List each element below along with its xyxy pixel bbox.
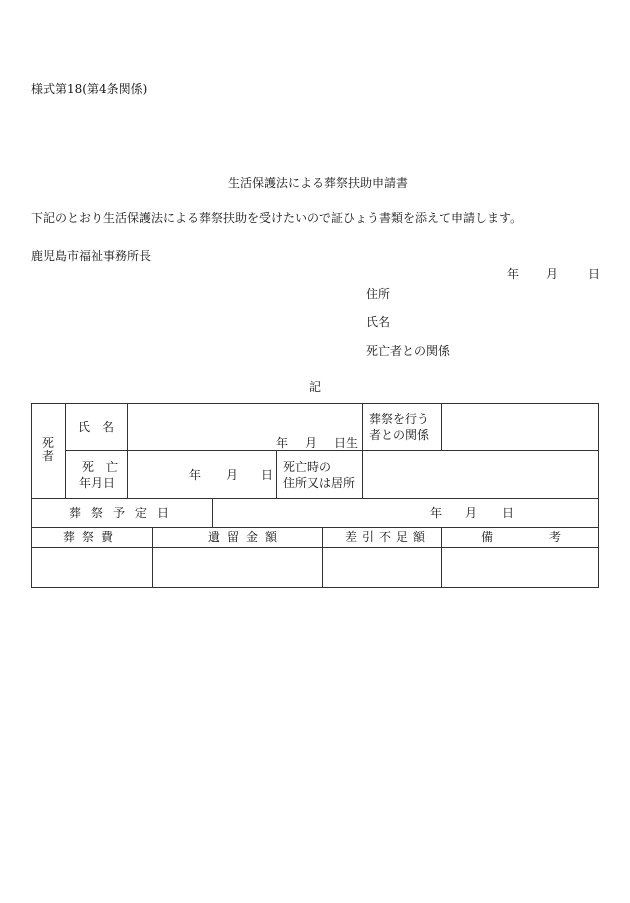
table-line: [441, 404, 442, 450]
table-line: [362, 404, 363, 450]
table-line: [65, 450, 599, 451]
date-day-label: 日: [588, 267, 601, 281]
applicant-address-label: 住所: [366, 287, 391, 301]
column-header-remaining-money: 遺留金額: [208, 530, 285, 544]
birth-month-label: 月: [305, 436, 318, 450]
column-header-shortfall: 差引不足額: [345, 530, 431, 544]
shortfall-field[interactable]: [323, 548, 440, 587]
deceased-label: 死者: [41, 436, 54, 463]
death-day-label: 日: [261, 468, 274, 482]
table-line: [276, 450, 277, 498]
column-header-remarks: 備 考: [481, 530, 584, 544]
form-number: 様式第18(第4条関係): [31, 82, 148, 96]
scheduled-month-label: 月: [465, 506, 478, 520]
death-date-label-1: 死 亡: [82, 460, 119, 474]
page-title: 生活保護法による葬祭扶助申請書: [228, 176, 409, 190]
funeral-person-label-2: 者との関係: [369, 428, 430, 442]
column-header-funeral-cost: 葬祭費: [63, 530, 121, 544]
addressee: 鹿児島市福祉事務所長: [31, 249, 152, 263]
intro-text: 下記のとおり生活保護法による葬祭扶助を受けたいので証ひょう書類を添えて申請します。: [31, 211, 523, 225]
name-label: 氏 名: [78, 420, 115, 434]
form-table: [31, 403, 599, 588]
table-line: [127, 404, 128, 498]
death-date-label-2: 年月日: [79, 476, 116, 490]
death-place-label-2: 住所又は居所: [283, 476, 356, 490]
table-line: [32, 527, 599, 528]
scheduled-year-label: 年: [430, 506, 443, 520]
table-line: [32, 498, 599, 499]
date-month-label: 月: [546, 267, 559, 281]
date-year-label: 年: [507, 267, 520, 281]
applicant-name-label: 氏名: [366, 315, 391, 329]
scheduled-day-label: 日: [502, 506, 515, 520]
birth-year-label: 年: [276, 436, 289, 450]
remaining-money-field[interactable]: [153, 548, 321, 587]
ki-label: 記: [309, 380, 322, 394]
funeral-cost-field[interactable]: [33, 548, 151, 587]
remarks-field[interactable]: [442, 548, 598, 587]
birth-day-label: 日生: [334, 436, 359, 450]
death-place-label-1: 死亡時の: [283, 460, 332, 474]
table-line: [65, 404, 66, 498]
applicant-relation-label: 死亡者との関係: [366, 344, 451, 358]
death-month-label: 月: [226, 468, 239, 482]
death-year-label: 年: [189, 468, 202, 482]
table-line: [212, 498, 213, 527]
scheduled-date-label: 葬祭予定日: [69, 506, 180, 520]
table-line: [362, 450, 363, 498]
funeral-person-label-1: 葬祭を行う: [369, 412, 430, 426]
